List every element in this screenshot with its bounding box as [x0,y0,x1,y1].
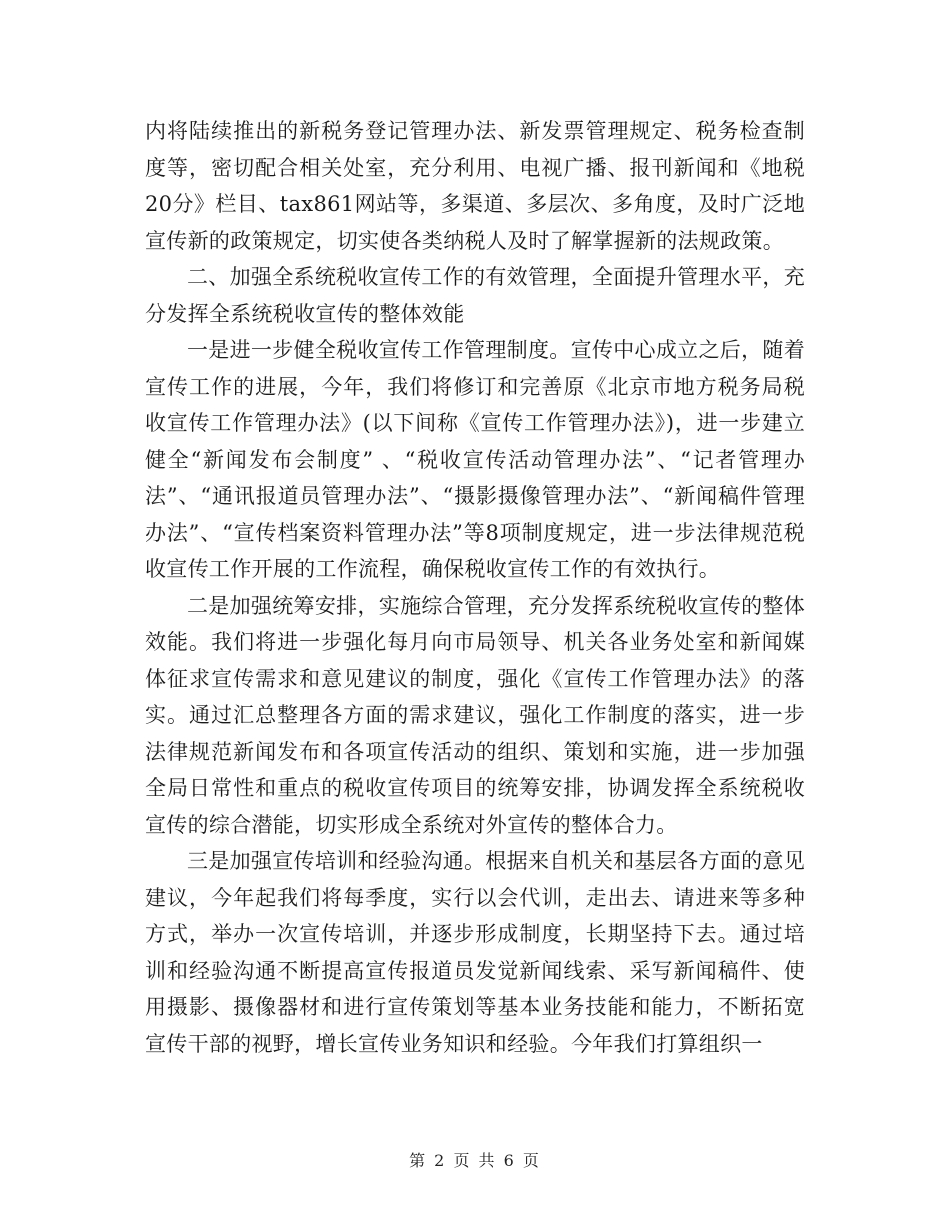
paragraph-point-two: 二是加强统筹安排，实施综合管理，充分发挥系统税收宣传的整体效能。我们将进一步强化每月向市局领导、机关各业务处室和新闻媒体征求宣传需求和意见建议的制度，强化《宣传工作管理办法》的落实。通过汇总整理各方面的需求建议，强化工作制度的落实，进一步法律规范新闻发布和各项宣传活动的组织、策划和实施，进一步加强全局日常性和重点的税收宣传项目的统筹安排，协调发挥全系统税收宣传的综合潜能，切实形成全系统对外宣传的整体合力。 [145,593,805,837]
paragraph-point-three: 三是加强宣传培训和经验沟通。根据来自机关和基层各方面的意见建议，今年起我们将每季度，实行以会代训，走出去、请进来等多种方式，举办一次宣传培训，并逐步形成制度，长期坚持下去。通过培训和经验沟通不断提高宣传报道员发觉新闻线索、采写新闻稿件、使用摄影、摄像器材和进行宣传策划等基本业务技能和能力，不断拓宽宣传干部的视野，增长宣传业务知识和经验。今年我们打算组织一 [145,849,805,1056]
paragraph-continuation: 内将陆续推出的新税务登记管理办法、新发票管理规定、税务检查制度等，密切配合相关处室，充分利用、电视广播、报刊新闻和《地税20分》栏目、tax861网站等，多渠道、多层次、多角度，及时广泛地宣传新的政策规定，切实使各类纳税人及时了解掌握新的法规政策。 [145,119,805,253]
page-number: 第 2 页 共 6 页 [409,1151,541,1170]
document-body [145,113,805,1062]
section-heading: 二、加强全系统税收宣传工作的有效管理，全面提升管理水平，充分发挥全系统税收宣传的整体效能 [145,265,805,326]
page-footer [0,1148,950,1171]
paragraph-point-one: 一是进一步健全税收宣传工作管理制度。宣传中心成立之后，随着宣传工作的进展，今年，我们将修订和完善原《北京市地方税务局税收宣传工作管理办法》(以下间称《宣传工作管理办法》)，进一步建立健全“新闻发布会制度” 、“税收宣传活动管理办法”、“记者管理办法”、“通讯报道员管理办法”、“摄影摄像管理办法”、“新闻稿件管理办法”、“宣传档案资料管理办法”等8项制度规定，进一步法律规范税收宣传工作开展的工作流程，确保税收宣传工作的有效执行。 [145,338,805,581]
